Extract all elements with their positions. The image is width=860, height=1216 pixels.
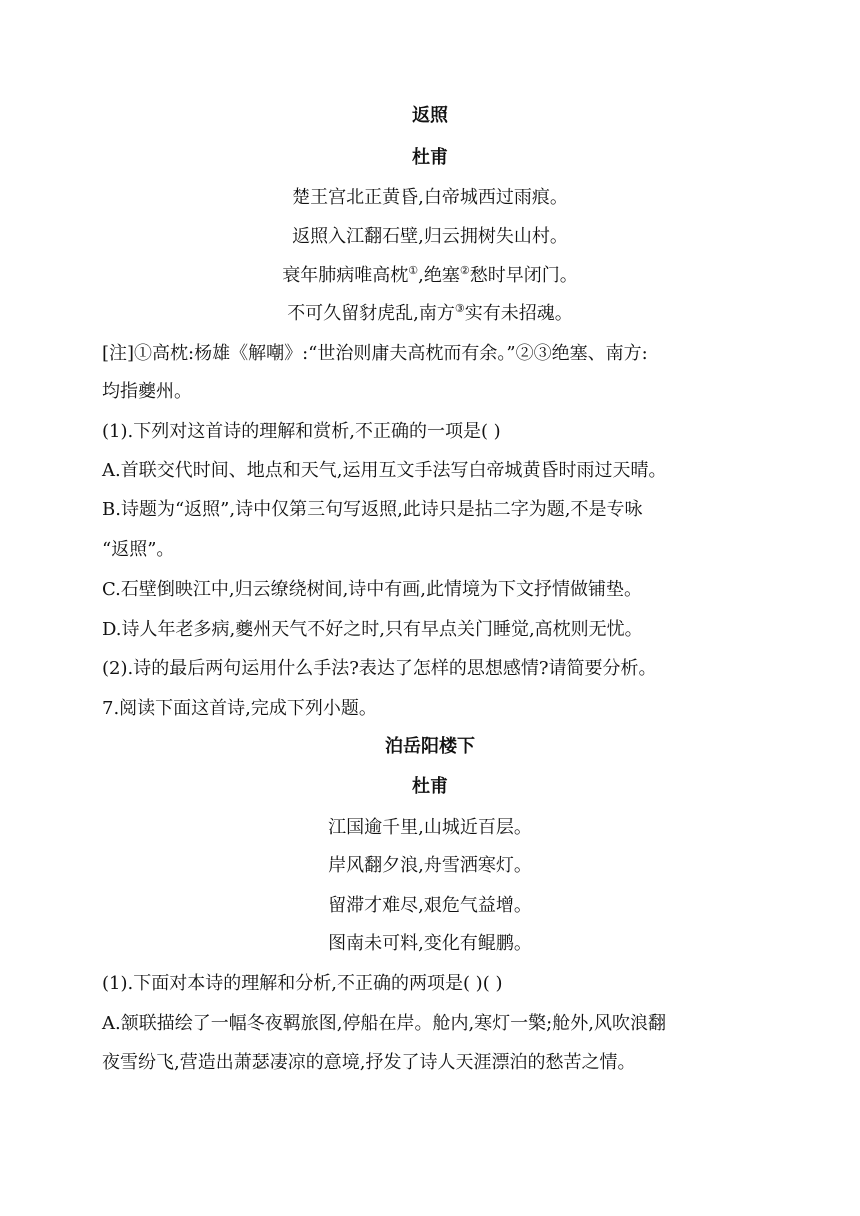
poem1-line-3-part-b: ,绝塞 [418, 265, 460, 286]
question-7-prompt: 7.阅读下面这首诗,完成下列小题。 [102, 698, 377, 719]
poem2-line-4: 图南未可料,变化有鲲鹏。 [328, 933, 532, 954]
poem1-line-3-part-c: 愁时早闭门。 [469, 265, 578, 286]
poem1-note-line-1: [注]①高枕:杨雄《解嘲》:“世治则庸夫高枕而有余。”②③绝塞、南方: [102, 343, 648, 364]
poem1-note-line-2: 均指夔州。 [102, 381, 192, 402]
poem1-question-1: (1).下列对这首诗的理解和赏析,不正确的一项是( ) [102, 421, 501, 442]
poem1-line-3 [0, 264, 860, 288]
poem1-line-2: 返照入江翻石壁,归云拥树失山村。 [292, 226, 568, 247]
poem2-line-1: 江国逾千里,山城近百层。 [328, 817, 532, 838]
poem1-line-3-part-a: 衰年肺病唯高枕 [282, 265, 409, 286]
note-marker-1: ① [408, 264, 419, 277]
note-marker-3: ③ [454, 302, 465, 315]
poem2-author: 杜甫 [412, 776, 448, 797]
poem1-line-4-part-a: 不可久留豺虎乱,南方 [287, 303, 455, 324]
poem1-option-d: D.诗人年老多病,夔州天气不好之时,只有早点关门睡觉,高枕则无忧。 [102, 619, 643, 640]
poem1-line-4 [0, 302, 860, 326]
poem1-option-c: C.石壁倒映江中,归云缭绕树间,诗中有画,此情境为下文抒情做铺垫。 [102, 579, 643, 600]
poem1-option-b-line-1: B.诗题为“返照”,诗中仅第三句写返照,此诗只是拈二字为题,不是专咏 [102, 499, 643, 520]
poem1-author: 杜甫 [412, 147, 448, 168]
poem1-option-a: A.首联交代时间、地点和天气,运用互文手法写白帝城黄昏时雨过天晴。 [102, 460, 667, 481]
poem1-title: 返照 [412, 105, 448, 126]
poem2-option-a-line-1: A.颔联描绘了一幅冬夜羁旅图,停船在岸。舱内,寒灯一檠;舱外,风吹浪翻 [102, 1013, 666, 1034]
note-marker-2: ② [459, 264, 470, 277]
poem1-option-b-line-2: “返照”。 [102, 539, 175, 560]
poem2-title: 泊岳阳楼下 [385, 736, 475, 757]
poem2-line-3: 留滞才难尽,艰危气益增。 [328, 895, 532, 916]
poem2-line-2: 岸风翻夕浪,舟雪洒寒灯。 [328, 855, 532, 876]
poem2-question-1: (1).下面对本诗的理解和分析,不正确的两项是( )( ) [102, 973, 503, 994]
poem1-question-2: (2).诗的最后两句运用什么手法?表达了怎样的思想感情?请简要分析。 [102, 658, 657, 679]
poem1-line-4-part-b: 实有未招魂。 [464, 303, 573, 324]
poem1-line-1: 楚王宫北正黄昏,白帝城西过雨痕。 [292, 187, 568, 208]
poem2-option-a-line-2: 夜雪纷飞,营造出萧瑟凄凉的意境,抒发了诗人天涯漂泊的愁苦之情。 [102, 1052, 636, 1073]
